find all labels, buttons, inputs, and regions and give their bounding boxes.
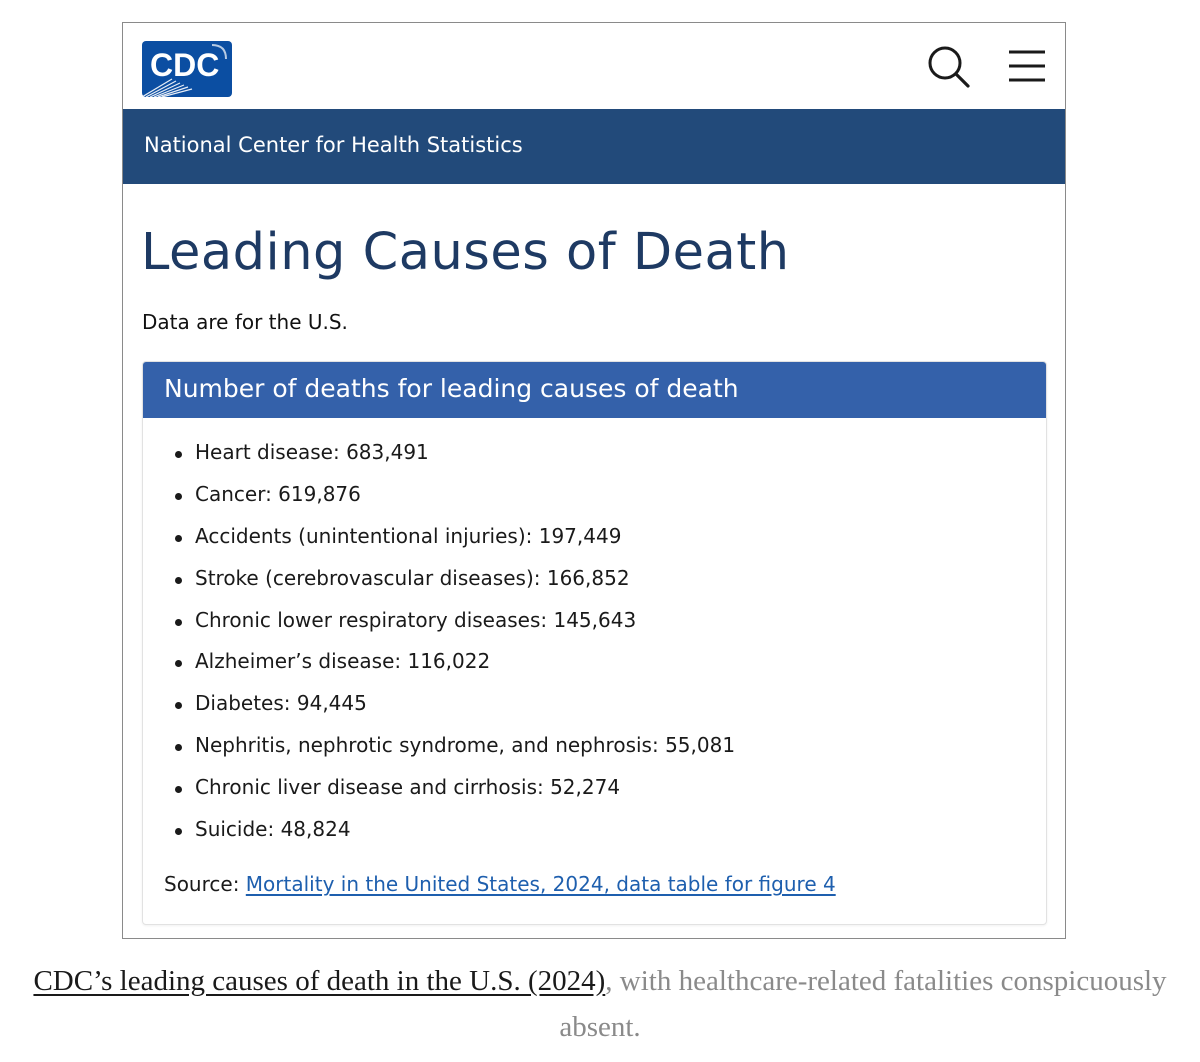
hamburger-menu-icon[interactable]	[1007, 49, 1047, 83]
cause-label: Stroke (cerebrovascular diseases): 166,852	[195, 565, 630, 590]
cause-label: Chronic lower respiratory diseases: 145,643	[195, 607, 637, 632]
list-item	[175, 566, 735, 608]
source-label: Source:	[164, 872, 240, 896]
list-item	[175, 440, 735, 482]
bullet-icon	[175, 660, 182, 667]
cdc-logo[interactable]	[142, 41, 232, 97]
list-item	[175, 775, 735, 817]
list-item	[175, 691, 735, 733]
logo-text: CDC	[150, 47, 220, 83]
search-icon[interactable]	[927, 45, 971, 89]
bullet-icon	[175, 828, 182, 835]
nchs-label[interactable]: National Center for Health Statistics	[144, 133, 523, 157]
cause-label: Diabetes: 94,445	[195, 691, 367, 716]
cause-label: Cancer: 619,876	[195, 481, 361, 506]
bullet-icon	[175, 702, 182, 709]
page-subtitle: Data are for the U.S.	[142, 310, 348, 334]
nchs-banner	[123, 109, 1065, 184]
bullet-icon	[175, 744, 182, 751]
bullet-icon	[175, 493, 182, 500]
list-item	[175, 524, 735, 566]
list-item	[175, 482, 735, 524]
cause-list	[175, 440, 735, 859]
cause-label: Suicide: 48,824	[195, 817, 351, 842]
cause-label: Accidents (unintentional injuries): 197,449	[195, 523, 622, 548]
cause-label: Chronic liver disease and cirrhosis: 52,274	[195, 775, 621, 800]
list-item	[175, 608, 735, 650]
list-item	[175, 817, 735, 859]
card-header-title: Number of deaths for leading causes of death	[164, 374, 739, 403]
source-link[interactable]: Mortality in the United States, 2024, data table for figure 4	[245, 872, 836, 896]
caption-link[interactable]: CDC’s leading causes of death in the U.S. (2024)	[33, 965, 606, 997]
bullet-icon	[175, 786, 182, 793]
page-title: Leading Causes of Death	[141, 223, 790, 282]
cause-label: Alzheimer’s disease: 116,022	[195, 649, 491, 674]
deaths-card	[142, 361, 1047, 925]
caption-text: , with healthcare-related fatalities conspicuously absent.	[559, 965, 1167, 1043]
screenshot-frame	[122, 22, 1066, 939]
bullet-icon	[175, 619, 182, 626]
cause-label: Heart disease: 683,491	[195, 440, 429, 464]
list-item	[175, 649, 735, 691]
cause-label: Nephritis, nephrotic syndrome, and nephrosis: 55,081	[195, 733, 736, 758]
source-line	[164, 872, 836, 896]
list-item	[175, 733, 735, 775]
card-header	[143, 362, 1046, 418]
bullet-icon	[175, 577, 182, 584]
image-caption	[0, 958, 1200, 1050]
top-bar	[123, 23, 1065, 109]
bullet-icon	[175, 451, 182, 458]
bullet-icon	[175, 535, 182, 542]
